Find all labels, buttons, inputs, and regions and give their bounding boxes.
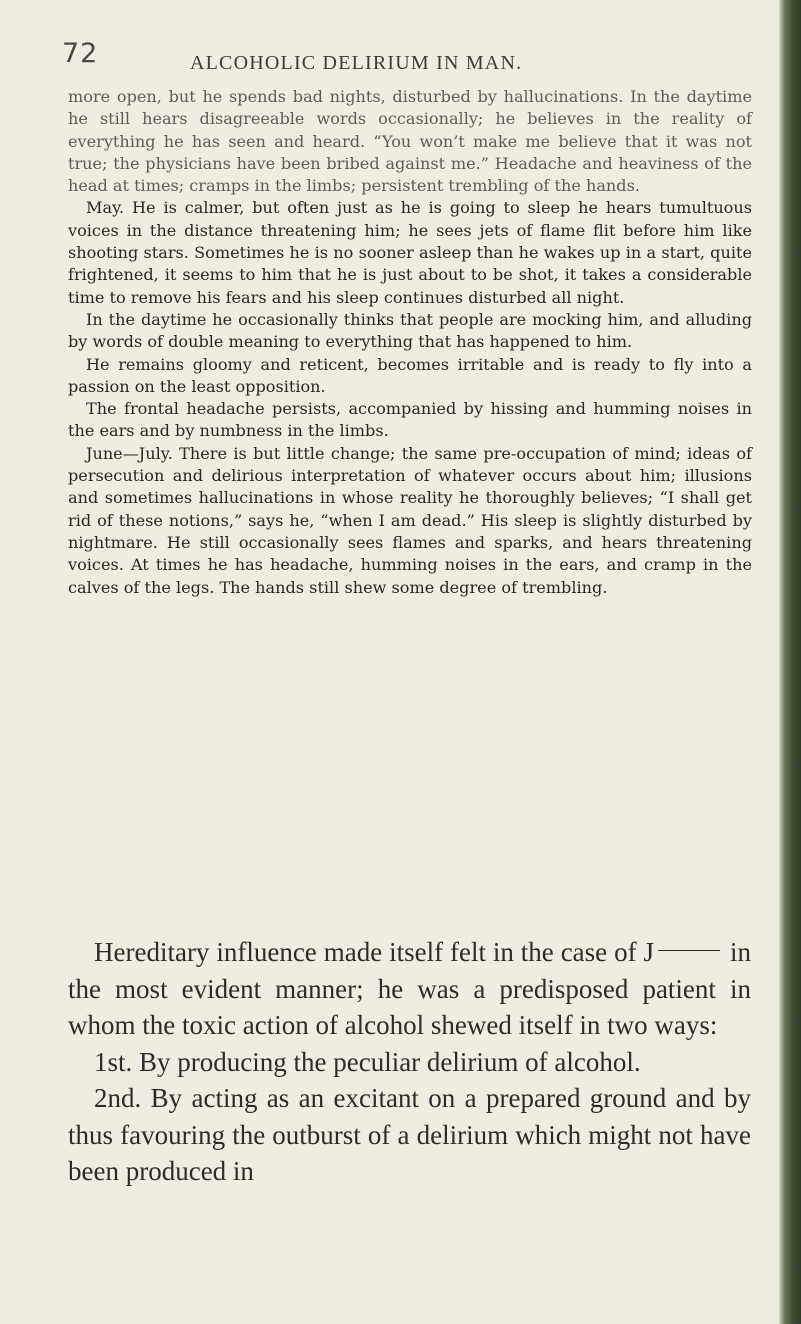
paragraph-gloomy: He remains gloomy and reticent, becomes irritable and is ready to fly into a passion on the least opposition.	[68, 354, 752, 396]
name-redaction-dash	[658, 950, 720, 951]
paragraph-headache: The frontal headache persists, accompanied by hissing and humming noises in the ears and by numbness in the limbs.	[68, 399, 752, 441]
paragraph-daytime: In the daytime he occasionally thinks that people are mocking him, and alluding by words of double meaning to everything that has happened to him.	[68, 309, 752, 352]
conclusion-intro-end: in the most evident manner; he was a predisposed patient in whom the toxic action of alcohol shewed itself in two ways:	[68, 937, 751, 1040]
conclusion-point-1: 1st. By producing the peculiar delirium of alcohol.	[94, 1046, 641, 1077]
conclusion-point-2: 2nd. By acting as an excitant on a prepared ground and by thus favouring the outburst of a delirium which might not have been produced in	[68, 1083, 751, 1186]
page-edge-shadow	[779, 0, 801, 1324]
conclusion-intro	[68, 934, 751, 1044]
conclusion-intro-start: Hereditary influence made itself felt in the case of J	[94, 937, 654, 967]
page-number: 72	[62, 38, 99, 69]
body-text	[68, 86, 752, 599]
conclusion-section	[68, 934, 751, 1190]
running-head: ALCOHOLIC DELIRIUM IN MAN.	[190, 52, 523, 74]
page-header	[0, 38, 801, 88]
paragraph-continuation: more open, but he spends bad nights, disturbed by hallucinations. In the daytime he still hears disagreeable words occasionally; he believes in the reality of everything he has seen and heard. “You won’t make me believe that it was not true; the physicians have been bribed against me.” Headache and heaviness of the head at times; cramps in the limbs; persistent trembling of the hands.	[68, 87, 752, 196]
paragraph-june-july: June—July. There is but little change; the same pre-occupation of mind; ideas of persecution and delirious interpretation of whatever occurs about him; illusions and sometimes hallucinations in whose reality he thoroughly believes; “I shall get rid of these notions,” says he, “when I am dead.” His sleep is slightly disturbed by nightmare. He still occasionally sees flames and sparks, and hears threatening voices. At times he has headache, humming noises in the ears, and cramp in the calves of the legs. The hands still shew some degree of trembling.	[68, 443, 752, 597]
paragraph-may: May. He is calmer, but often just as he is going to sleep he hears tumultuous voices in the distance threatening him; he sees jets of flame flit before him like shooting stars. Sometimes he is no sooner asleep than he wakes up in a start, quite frightened, it seems to him that he is just about to be shot, it takes a considerable time to remove his fears and his sleep continues disturbed all night.	[68, 198, 752, 307]
